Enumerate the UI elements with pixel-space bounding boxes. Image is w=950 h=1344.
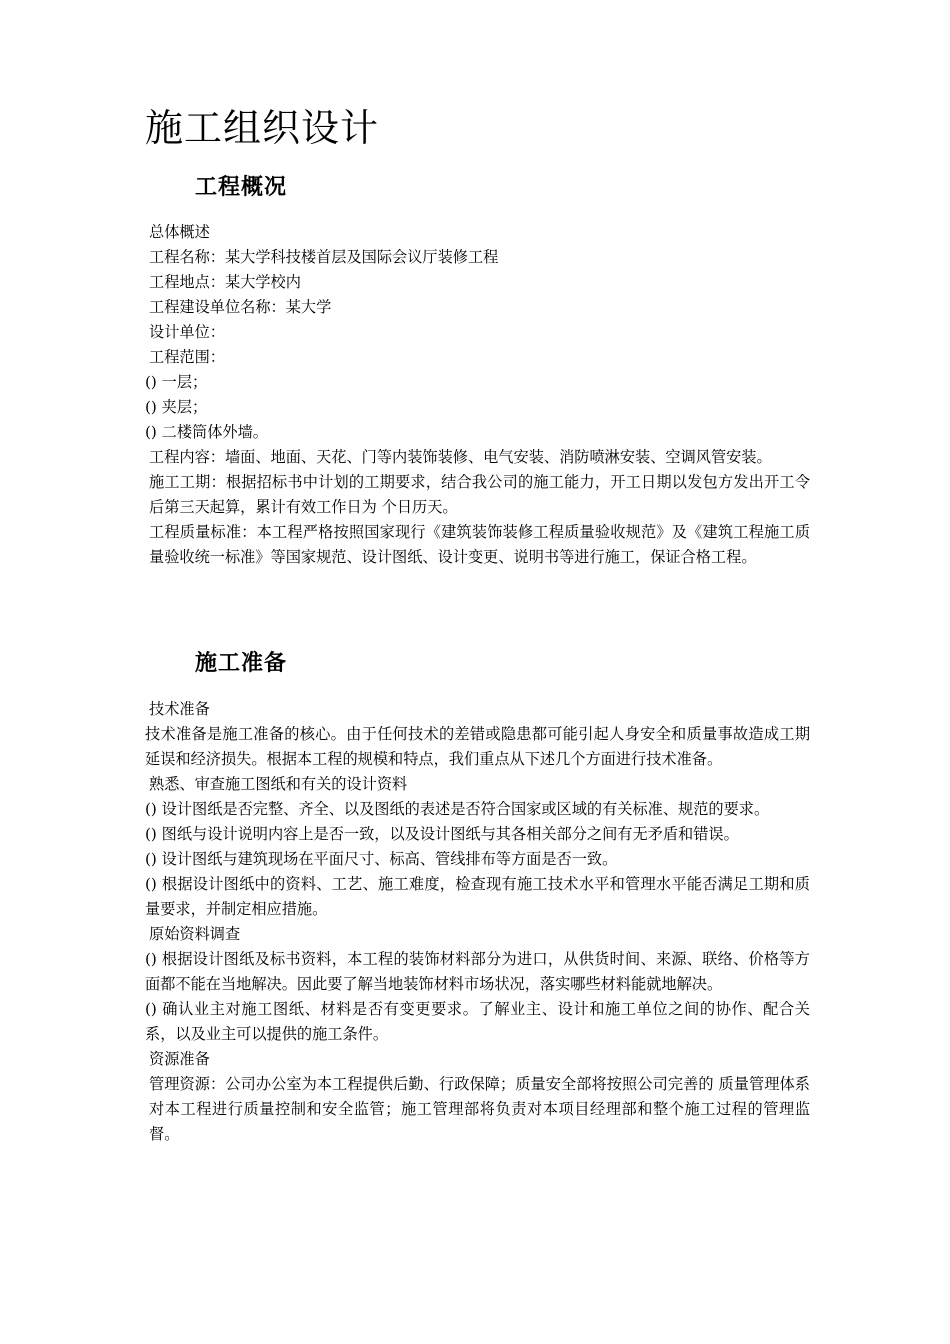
- paragraph: 技术准备: [149, 700, 210, 718]
- paragraph: 工程地点：某大学校内: [149, 273, 301, 291]
- section-heading-overview: 工程概况: [195, 174, 288, 200]
- paragraph: 工程内容：墙面、地面、天花、门等内装饰装修、电气安装、消防喷淋安装、空调风管安装。: [149, 448, 772, 466]
- paragraph: 技术准备是施工准备的核心。由于任何技术的差错或隐患都可能引起人身安全和质量事故造成工期延误和经济损失。根据本工程的规模和特点，我们重点从下述几个方面进行技术准备。: [145, 725, 810, 768]
- list-item: () 根据设计图纸及标书资料，本工程的装饰材料部分为进口，从供货时间、来源、联络、价格等方面都不能在当地解决。因此要了解当地装饰材料市场状况，落实哪些材料能就地解决。: [145, 950, 810, 993]
- list-item: () 确认业主对施工图纸、材料是否有变更要求。了解业主、设计和施工单位之间的协作、配合关系，以及业主可以提供的施工条件。: [145, 1000, 810, 1043]
- list-item: () 设计图纸是否完整、齐全、以及图纸的表述是否符合国家或区域的有关标准、规范的要求。: [145, 800, 770, 818]
- paragraph: 工程范围：: [149, 348, 225, 366]
- section-body-overview: [145, 220, 810, 570]
- list-item: () 图纸与设计说明内容上是否一致，以及设计图纸与其各相关部分之间有无矛盾和错误。: [145, 825, 739, 843]
- paragraph: 设计单位：: [149, 323, 225, 341]
- paragraph: 原始资料调查: [149, 925, 241, 943]
- paragraph: 熟悉、审查施工图纸和有关的设计资料: [149, 775, 408, 793]
- paragraph: 施工工期：根据招标书中计划的工期要求，结合我公司的施工能力，开工日期以发包方发出开工令后第三天起算，累计有效工作日为 个日历天。: [149, 473, 810, 516]
- paragraph: 工程建设单位名称：某大学: [149, 298, 332, 316]
- section-body-preparation: [145, 697, 810, 1147]
- paragraph: 总体概述: [149, 223, 210, 241]
- document-title: 施工组织设计: [145, 106, 380, 150]
- paragraph: 资源准备: [149, 1050, 210, 1068]
- list-item: () 根据设计图纸中的资料、工艺、施工难度，检查现有施工技术水平和管理水平能否满足工期和质量要求，并制定相应措施。: [145, 875, 810, 918]
- list-item: () 设计图纸与建筑现场在平面尺寸、标高、管线排布等方面是否一致。: [145, 850, 618, 868]
- list-item: () 一层；: [145, 373, 208, 391]
- paragraph: 工程质量标准：本工程严格按照国家现行《建筑装饰装修工程质量验收规范》及《建筑工程施工质量验收统一标准》等国家规范、设计图纸、设计变更、说明书等进行施工，保证合格工程。: [149, 523, 810, 566]
- paragraph: 工程名称：某大学科技楼首层及国际会议厅装修工程: [149, 248, 499, 266]
- paragraph: 管理资源：公司办公室为本工程提供后勤、行政保障；质量安全部将按照公司完善的 质量管理体系对本工程进行质量控制和安全监管；施工管理部将负责对本项目经理部和整个施工过程的管理监督。: [149, 1075, 810, 1143]
- list-item: () 二楼筒体外墙。: [145, 423, 268, 441]
- list-item: () 夹层；: [145, 398, 208, 416]
- section-heading-preparation: 施工准备: [195, 650, 288, 676]
